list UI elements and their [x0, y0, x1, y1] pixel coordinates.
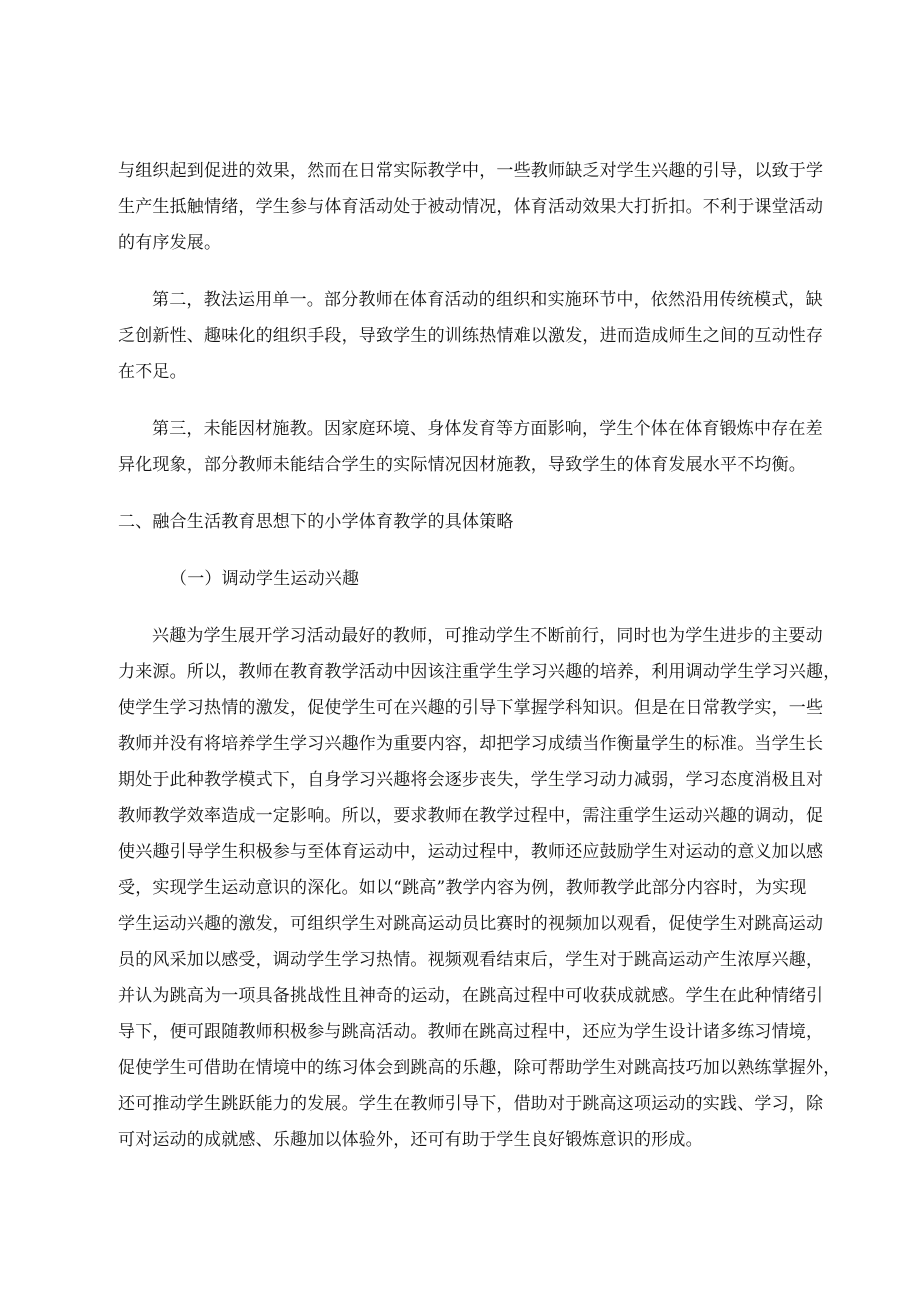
text-line: 使兴趣引导学生积极参与至体育运动中，运动过程中，教师还应鼓励学生对运动的意义加以感 [118, 842, 824, 862]
text-line: 第二，教法运用单一。部分教师在体育活动的组织和实施环节中，依然沿用传统模式，缺 [152, 290, 823, 310]
subsection-heading: （一）调动学生运动兴趣 [170, 569, 360, 589]
text-line: 教师并没有将培养学生学习兴趣作为重要内容，却把学习成绩当作衡量学生的标准。当学生长 [118, 734, 824, 754]
text-line: 受，实现学生运动意识的深化。如以“跳高”教学内容为例，教师教学此部分内容时，为实现 [118, 878, 807, 898]
text-line: 导下，便可跟随教师积极参与跳高活动。教师在跳高过程中，还应为学生设计诸多练习情境， [118, 1022, 824, 1042]
text-line: 第三，未能因材施教。因家庭环境、身体发育等方面影响，学生个体在体育锻炼中存在差 [152, 419, 823, 439]
text-line: 还可推动学生跳跃能力的发展。学生在教师引导下，借助对于跳高这项运动的实践、学习，除 [118, 1094, 824, 1114]
text-line: 异化现象，部分教师未能结合学生的实际情况因材施教，导致学生的体育发展水平不均衡。 [118, 455, 806, 475]
text-line: 在不足。 [118, 362, 187, 382]
text-line: 使学生学习热情的激发，促使学生可在兴趣的引导下掌握学科知识。但是在日常教学实，一些 [118, 698, 824, 718]
text-line: 期处于此种教学模式下，自身学习兴趣将会逐步丧失，学生学习动力减弱，学习态度消极且对 [118, 770, 824, 790]
text-line: 可对运动的成就感、乐趣加以体验外，还可有助于学生良好锻炼意识的形成。 [118, 1130, 703, 1150]
text-line: 促使学生可借助在情境中的练习体会到跳高的乐趣，除可帮助学生对跳高技巧加以熟练掌握外， [118, 1058, 841, 1078]
text-line: 与组织起到促进的效果，然而在日常实际教学中，一些教师缺乏对学生兴趣的引导，以致于学 [118, 161, 824, 181]
text-line: 乏创新性、趣味化的组织手段，导致学生的训练热情难以激发，进而造成师生之间的互动性存 [118, 326, 824, 346]
text-line: 学生运动兴趣的激发，可组织学生对跳高运动员比赛时的视频加以观看，促使学生对跳高运动 [118, 914, 824, 934]
text-line: 的有序发展。 [118, 233, 222, 253]
text-line: 生产生抵触情绪，学生参与体育活动处于被动情况，体育活动效果大打折扣。不利于课堂活动 [118, 197, 824, 217]
section-heading: 二、融合生活教育思想下的小学体育教学的具体策略 [118, 512, 514, 532]
text-line: 教师教学效率造成一定影响。所以，要求教师在教学过程中，需注重学生运动兴趣的调动，促 [118, 806, 824, 826]
text-line: 力来源。所以，教师在教育教学活动中因该注重学生学习兴趣的培养，利用调动学生学习兴趣， [118, 662, 841, 682]
text-line: 员的风采加以感受，调动学生学习热情。视频观看结束后，学生对于跳高运动产生浓厚兴趣， [118, 950, 824, 970]
text-line: 兴趣为学生展开学习活动最好的教师，可推动学生不断前行，同时也为学生进步的主要动 [152, 626, 823, 646]
text-line: 并认为跳高为一项具备挑战性且神奇的运动，在跳高过程中可收获成就感。学生在此种情绪引 [118, 986, 824, 1006]
